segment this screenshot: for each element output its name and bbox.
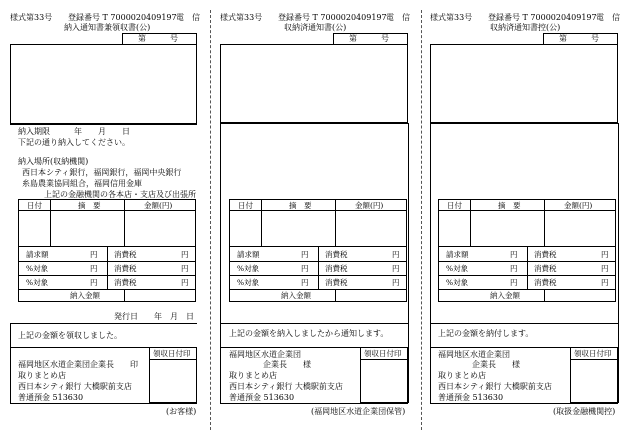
- total-label: 納入金額: [70, 291, 100, 300]
- panel-footer: (取扱金融機関控): [553, 407, 616, 416]
- row-unit: 円: [301, 250, 309, 259]
- payment-place-line: 西日本シティ銀行，福岡銀行，福岡中央銀行: [22, 168, 182, 177]
- panel-title: 収納済通知書控(公): [490, 23, 561, 32]
- bank: 西日本シティ銀行 大橋駅前支店: [438, 382, 552, 391]
- form-number: 様式第33号: [10, 13, 53, 22]
- panel-footer: (福岡地区水道企業団保管): [311, 407, 406, 416]
- payment-place-title: 納入場所(収納機関): [18, 157, 89, 166]
- received-text: 上記の金額を納入しましたから通知します。: [229, 329, 389, 338]
- row-tax: 消費税: [534, 278, 557, 287]
- row-unit: 円: [301, 264, 309, 273]
- address-box: [10, 44, 197, 124]
- row-unit: 円: [510, 250, 518, 259]
- row-unit: 円: [90, 264, 98, 273]
- address-box: [430, 44, 618, 123]
- row-unit: 円: [392, 250, 400, 259]
- row-label: 請求額: [26, 250, 49, 259]
- row-unit: 円: [301, 278, 309, 287]
- row-unit: 円: [90, 250, 98, 259]
- col-date: 日付: [447, 201, 462, 210]
- payee-title: 企業長 様: [263, 360, 311, 369]
- collector: 取りまとめ店: [438, 371, 486, 380]
- form-number: 様式第33号: [430, 13, 473, 22]
- issue-date: 発行日 年 月 日: [114, 312, 194, 321]
- payee-org: 福岡地区水道企業団: [229, 350, 301, 359]
- row-unit: 円: [392, 278, 400, 287]
- registration-number: 登録番号 T 7000020409197: [278, 13, 387, 22]
- divider: [10, 124, 197, 125]
- row-label: %対象: [26, 264, 49, 273]
- telegram-label: 電 信: [386, 13, 410, 22]
- total-label: 納入金額: [281, 291, 311, 300]
- col-summary: 摘 要: [289, 201, 312, 210]
- row-tax: 消費税: [325, 264, 348, 273]
- authority: 福岡地区水道企業団企業長 印: [18, 360, 138, 369]
- payment-notice: 下記の通り納入してください。: [18, 138, 130, 147]
- row-label: %対象: [446, 278, 469, 287]
- row-tax: 消費税: [325, 278, 348, 287]
- collector: 取りまとめ店: [229, 371, 277, 380]
- row-tax: 消費税: [534, 250, 557, 259]
- row-unit: 円: [510, 264, 518, 273]
- row-unit: 円: [601, 264, 609, 273]
- stamp-label: 領収日付印: [153, 349, 191, 358]
- stamp-label: 領収日付印: [364, 349, 402, 358]
- registration-number: 登録番号 T 7000020409197: [68, 13, 177, 22]
- number-label: 第 号: [559, 34, 599, 43]
- row-tax: 消費税: [114, 264, 137, 273]
- col-summary: 摘 要: [498, 201, 521, 210]
- bank: 西日本シティ銀行 大橋駅前支店: [18, 382, 132, 391]
- cut-line: [210, 10, 211, 430]
- row-unit: 円: [601, 278, 609, 287]
- bank: 西日本シティ銀行 大橋駅前支店: [229, 382, 343, 391]
- row-unit: 円: [181, 250, 189, 259]
- collector: 取りまとめ店: [18, 371, 66, 380]
- col-summary: 摘 要: [78, 201, 101, 210]
- payment-place-line: 糸島農業協同組合，福岡信用金庫: [22, 179, 142, 188]
- row-label: %対象: [26, 278, 49, 287]
- panel-title: 納入通知書兼領収書(公): [64, 23, 151, 32]
- row-unit: 円: [601, 250, 609, 259]
- telegram-label: 電 信: [596, 13, 620, 22]
- address-box: [220, 44, 408, 123]
- col-amount: 金額(円): [564, 201, 593, 210]
- payee-title: 企業長 様: [472, 360, 520, 369]
- registration-number: 登録番号 T 7000020409197: [488, 13, 597, 22]
- cut-line: [421, 10, 422, 430]
- col-amount: 金額(円): [144, 201, 173, 210]
- row-tax: 消費税: [114, 278, 137, 287]
- col-amount: 金額(円): [355, 201, 384, 210]
- row-label: %対象: [237, 278, 260, 287]
- stamp-label: 領収日付印: [574, 349, 612, 358]
- payee-org: 福岡地区水道企業団: [438, 350, 510, 359]
- number-label: 第 号: [138, 34, 178, 43]
- form-number: 様式第33号: [220, 13, 263, 22]
- payment-deadline: 納入期限 年 月 日: [18, 127, 130, 136]
- account: 普通預金 513630: [18, 393, 84, 402]
- row-unit: 円: [181, 264, 189, 273]
- row-unit: 円: [392, 264, 400, 273]
- row-label: %対象: [446, 264, 469, 273]
- telegram-label: 電 信: [176, 13, 200, 22]
- panel-footer: (お客様): [166, 407, 197, 416]
- received-text: 上記の金額を領収しました。: [18, 331, 122, 340]
- col-date: 日付: [238, 201, 253, 210]
- account: 普通預金 513630: [229, 393, 295, 402]
- col-date: 日付: [27, 201, 42, 210]
- total-label: 納入金額: [490, 291, 520, 300]
- number-label: 第 号: [349, 34, 389, 43]
- row-label: %対象: [237, 264, 260, 273]
- panel-title: 収納済通知書(公): [284, 23, 347, 32]
- payment-place-line: 上記の金融機関の各本店・支店及び出張所: [44, 190, 196, 199]
- row-unit: 円: [90, 278, 98, 287]
- row-unit: 円: [510, 278, 518, 287]
- row-unit: 円: [181, 278, 189, 287]
- row-label: 請求額: [237, 250, 260, 259]
- row-tax: 消費税: [534, 264, 557, 273]
- row-label: 請求額: [446, 250, 469, 259]
- account: 普通預金 513630: [438, 393, 504, 402]
- received-text: 上記の金額を納付します。: [438, 329, 534, 338]
- row-tax: 消費税: [325, 250, 348, 259]
- row-tax: 消費税: [114, 250, 137, 259]
